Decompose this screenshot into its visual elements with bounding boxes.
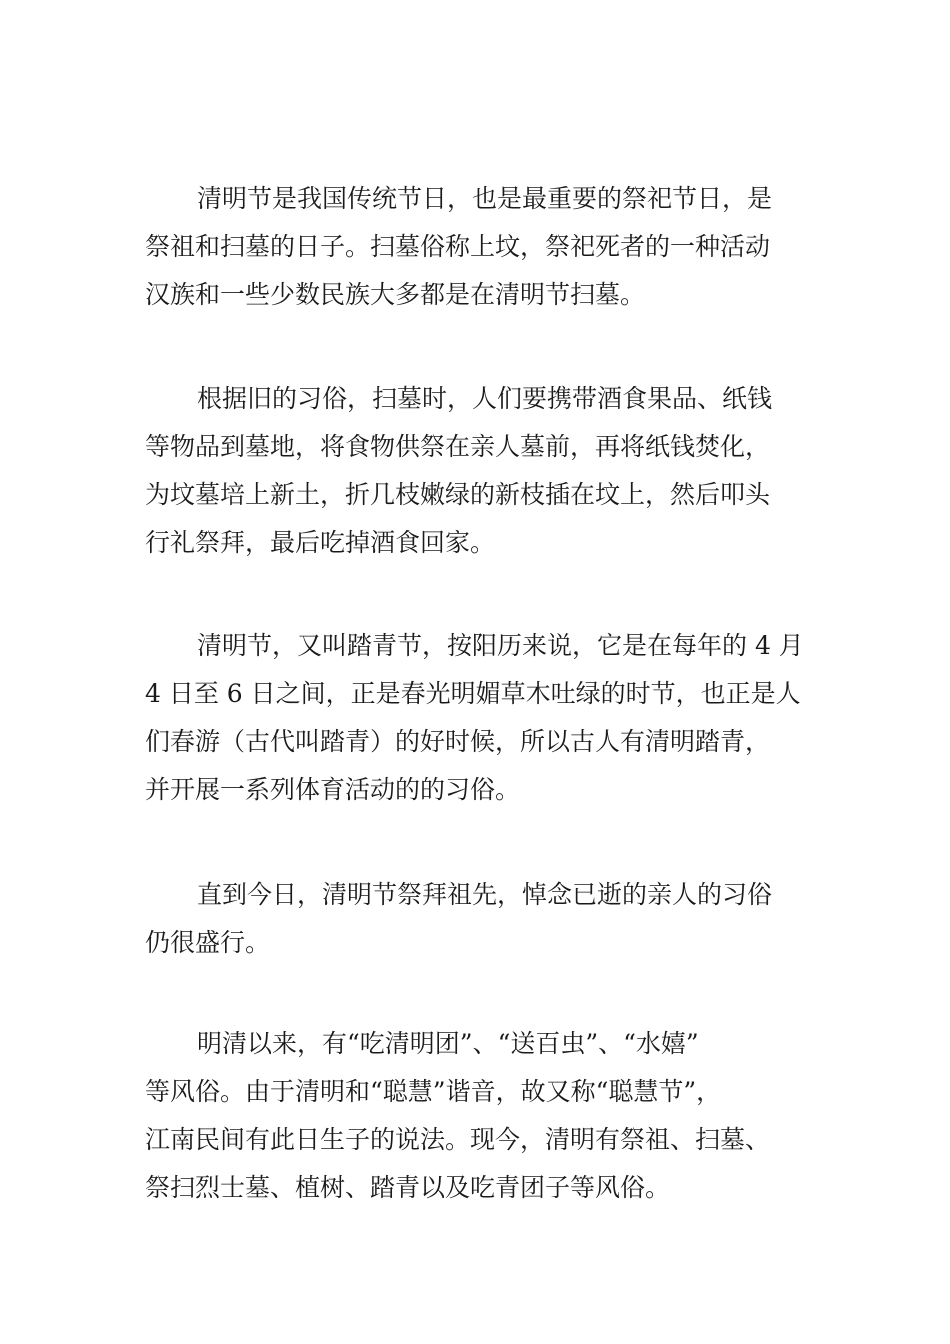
paragraph-4 xyxy=(145,871,807,967)
paragraph-line: 根据旧的习俗，扫墓时，人们要携带酒食果品、纸钱 xyxy=(197,384,773,413)
paragraph-2 xyxy=(145,375,807,567)
paragraph-line: 清明节，又叫踏青节，按阳历来说，它是在每年的 4 月 xyxy=(197,631,804,660)
paragraph-line: 祭扫烈士墓、植树、踏青以及吃青团子等风俗。 xyxy=(145,1173,671,1202)
paragraph-line: 行礼祭拜，最后吃掉酒食回家。 xyxy=(145,528,496,557)
paragraph-3 xyxy=(145,622,807,814)
paragraph-line: 仍很盛行。 xyxy=(145,928,271,957)
paragraph-line: 祭祖和扫墓的日子。扫墓俗称上坟，祭祀死者的一种活动 xyxy=(145,232,771,261)
paragraph-1 xyxy=(145,175,807,319)
paragraph-line: 为坟墓培上新土，折几枝嫩绿的新枝插在坟上，然后叩头 xyxy=(145,480,771,509)
paragraph-line: 直到今日，清明节祭拜祖先，悼念已逝的亲人的习俗 xyxy=(197,880,773,909)
paragraph-line: 江南民间有此日生子的说法。现今，清明有祭祖、扫墓、 xyxy=(145,1125,771,1154)
paragraph-line: 们春游（古代叫踏青）的好时候，所以古人有清明踏青， xyxy=(145,727,771,756)
paragraph-line: 汉族和一些少数民族大多都是在清明节扫墓。 xyxy=(145,280,646,309)
paragraph-line: 并开展一系列体育活动的的习俗。 xyxy=(145,775,521,804)
paragraph-line: 明清以来，有“吃清明团”、“送百虫”、“水嬉” xyxy=(197,1029,699,1058)
paragraph-5 xyxy=(145,1020,807,1212)
paragraph-line: 清明节是我国传统节日，也是最重要的祭祀节日，是 xyxy=(197,184,773,213)
paragraph-line: 4 日至 6 日之间，正是春光明媚草木吐绿的时节，也正是人 xyxy=(145,679,801,708)
paragraph-line: 等风俗。由于清明和“聪慧”谐音，故又称“聪慧节”， xyxy=(145,1077,722,1106)
paragraph-line: 等物品到墓地，将食物供祭在亲人墓前，再将纸钱焚化， xyxy=(145,432,771,461)
